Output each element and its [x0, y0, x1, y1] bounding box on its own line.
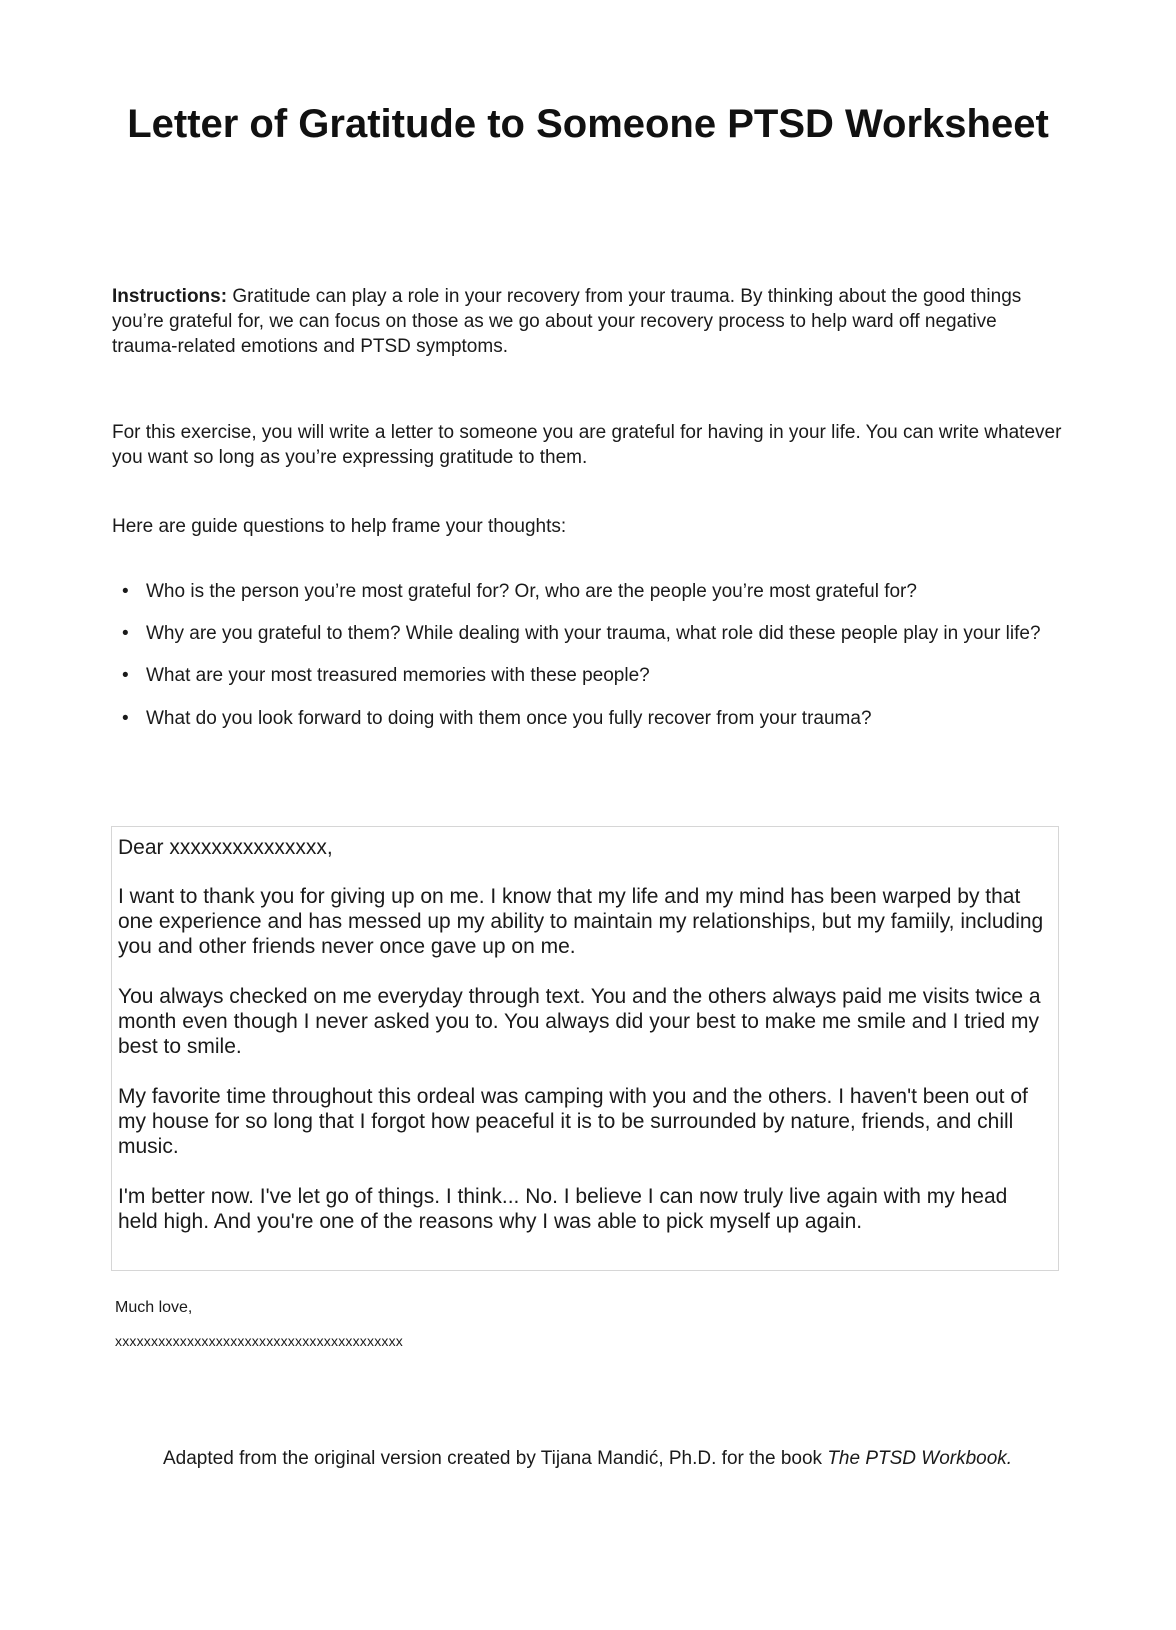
- instructions-paragraph: [112, 284, 1062, 359]
- letter-paragraph: You always checked on me everyday through text. You and the others always paid me visits twice a month even though I never asked you to. You always did your best to make me smile and I tried my best to smile.: [118, 985, 1041, 1058]
- bullet-icon: •: [122, 581, 129, 602]
- instructions-text: Gratitude can play a role in your recovery from your trauma. By thinking about the good things you’re grateful for, we can focus on those as we go about your recovery process to help ward off negative trauma-related emotions and PTSD symptoms.: [112, 286, 1022, 357]
- exercise-paragraph: For this exercise, you will write a letter to someone you are grateful for having in your life. You can write whatever you want so long as you’re expressing gratitude to them.: [112, 422, 1062, 468]
- page-title: Letter of Gratitude to Someone PTSD Worksheet: [127, 102, 1049, 146]
- letter-paragraph: I'm better now. I've let go of things. I think... No. I believe I can now truly live again with my head held high. And you're one of the reasons why I was able to pick myself up again.: [118, 1185, 1008, 1233]
- credit-book-title: The PTSD Workbook.: [827, 1448, 1013, 1469]
- letter-signature: xxxxxxxxxxxxxxxxxxxxxxxxxxxxxxxxxxxxxxxx: [115, 1333, 403, 1349]
- letter-text-box[interactable]: [111, 826, 1059, 1271]
- bullet-icon: •: [122, 623, 129, 644]
- guide-questions-list: [112, 580, 1062, 749]
- guide-question-text: What do you look forward to doing with them once you fully recover from your trauma?: [146, 708, 872, 729]
- letter-paragraph: My favorite time throughout this ordeal was camping with you and the others. I haven't been out of my house for so long that I forgot how peaceful it is to be surrounded by nature, friends, and chill music.: [118, 1085, 1028, 1158]
- bullet-icon: •: [122, 665, 129, 686]
- list-item: [112, 664, 1062, 688]
- bullet-icon: •: [122, 708, 129, 729]
- letter-paragraph: I want to thank you for giving up on me. I know that my life and my mind has been warped by that one experience and has messed up my ability to maintain my relationships, but my famiily, including you and other friends never once gave up on me.: [118, 885, 1044, 958]
- guide-question-text: Who is the person you’re most grateful for? Or, who are the people you’re most grateful for?: [146, 581, 917, 602]
- list-item: [112, 622, 1062, 646]
- credit-text: Adapted from the original version created by Tijana Mandić, Ph.D. for the book: [163, 1448, 828, 1469]
- letter-greeting: Dear xxxxxxxxxxxxxxx,: [118, 836, 333, 859]
- letter-signoff: Much love,: [115, 1299, 193, 1316]
- guide-question-text: Why are you grateful to them? While dealing with your trauma, what role did these people play in your life?: [146, 623, 1041, 644]
- guide-question-text: What are your most treasured memories with these people?: [146, 665, 650, 686]
- list-item: [112, 707, 1062, 731]
- guide-intro: Here are guide questions to help frame your thoughts:: [112, 516, 567, 537]
- instructions-label: Instructions:: [112, 286, 228, 307]
- list-item: [112, 580, 1062, 604]
- credit-note: [163, 1446, 1023, 1471]
